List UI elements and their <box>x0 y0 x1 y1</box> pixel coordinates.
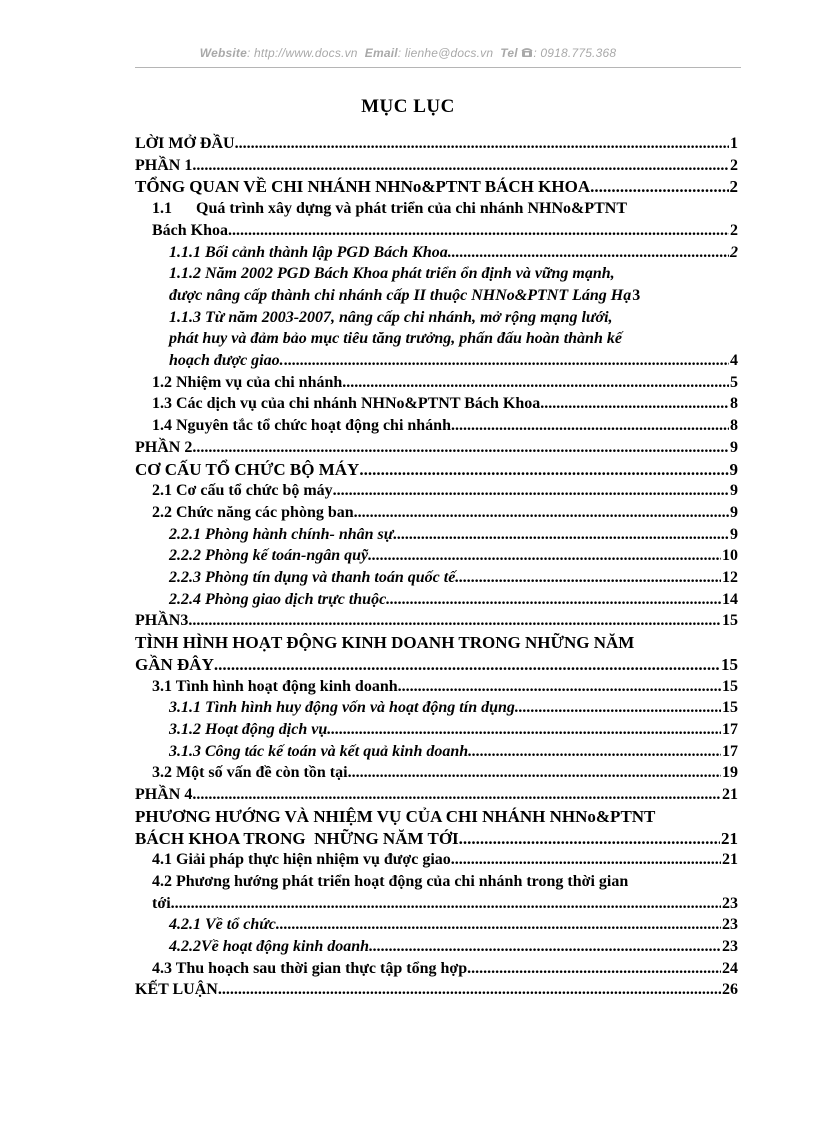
toc-entry-1-3[interactable]: 1.3 Các dịch vụ của chi nhánh NHNo&PTNT Bách Khoa ..... 8 <box>135 393 738 415</box>
website-value: : http://www.docs.vn <box>246 46 358 60</box>
toc-entry-2-2-3[interactable]: 2.2.3 Phòng tín dụng và thanh toán quốc tế ..... 12 <box>135 567 738 589</box>
page-title: MỤC LỤC <box>361 96 455 117</box>
toc-entry-phan-1[interactable]: PHẦN 1 ..... 2 <box>135 155 738 177</box>
toc-entry-tinh-hinh[interactable]: GẦN ĐÂY ..... 15 <box>135 654 738 676</box>
toc-entry-1-1-3-line1: 1.1.3 Từ năm 2003-2007, nâng cấp chi nhánh, mở rộng mạng lưới, <box>169 308 613 326</box>
phone-icon <box>521 48 533 58</box>
toc-entry-1-1-2[interactable]: được nâng cấp thành chi nhánh cấp II thuộc NHNo&PTNT Láng Hạ 3 <box>169 286 641 304</box>
table-of-contents <box>135 133 738 1001</box>
toc-entry-1-1-3-line2: phát huy và đảm bảo mục tiêu tăng trưởng, phấn đấu hoàn thành kế <box>169 330 622 348</box>
toc-entry-1-4[interactable]: 1.4 Nguyên tắc tổ chức hoạt động chi nhánh ..... 8 <box>135 415 738 437</box>
toc-entry-1-1-1[interactable]: 1.1.1 Bối cảnh thành lập PGD Bách Khoa ..... 2 <box>135 242 738 264</box>
page-header <box>0 46 816 60</box>
toc-entry-2-2-2[interactable]: 2.2.2 Phòng kế toán-ngân quỹ ..... 10 <box>135 545 738 567</box>
toc-entry-phan-3[interactable]: PHẦN3 ..... 15 <box>135 610 738 632</box>
toc-entry-2-1[interactable]: 2.1 Cơ cấu tổ chức bộ máy ..... 9 <box>135 480 738 502</box>
toc-entry-3-1-2[interactable]: 3.1.2 Hoạt động dịch vụ ..... 17 <box>135 719 738 741</box>
toc-entry-3-1-3[interactable]: 3.1.3 Công tác kế toán và kết quả kinh doanh ..... 17 <box>135 741 738 763</box>
toc-entry-1-1[interactable]: Bách Khoa ..... 2 <box>135 220 738 242</box>
toc-entry-phan-2[interactable]: PHẦN 2 ..... 9 <box>135 437 738 459</box>
email-value: : lienhe@docs.vn <box>397 46 494 60</box>
toc-entry-2-2-1[interactable]: 2.2.1 Phòng hành chính- nhân sự ..... 9 <box>135 524 738 546</box>
toc-entry-tinh-hinh-line1: TÌNH HÌNH HOẠT ĐỘNG KINH DOANH TRONG NHỮNG NĂM <box>135 633 635 653</box>
toc-entry-4-2[interactable]: tới ..... 23 <box>135 893 738 915</box>
toc-entry-phuong-huong[interactable]: BÁCH KHOA TRONG NHỮNG NĂM TỚI ..... 21 <box>135 828 738 850</box>
toc-entry-1-2[interactable]: 1.2 Nhiệm vụ của chi nhánh ..... 5 <box>135 372 738 394</box>
toc-entry-2-2[interactable]: 2.2 Chức năng các phòng ban ..... 9 <box>135 502 738 524</box>
toc-entry-3-1[interactable]: 3.1 Tình hình hoạt động kinh doanh ..... 15 <box>135 676 738 698</box>
toc-entry-co-cau[interactable]: CƠ CẤU TỔ CHỨC BỘ MÁY ..... 9 <box>135 459 738 481</box>
toc-entry-1-1-line1: 1.1 Quá trình xây dựng và phát triển của chi nhánh NHNo&PTNT <box>152 200 628 218</box>
toc-entry-loi-mo-dau[interactable]: LỜI MỞ ĐẦU ..... 1 <box>135 133 738 155</box>
header-divider <box>135 67 741 68</box>
website-label: Website <box>199 46 247 60</box>
toc-entry-phuong-huong-line1: PHƯƠNG HƯỚNG VÀ NHIỆM VỤ CỦA CHI NHÁNH NHNo&PTNT <box>135 806 656 826</box>
toc-entry-1-1-2-line1: 1.1.2 Năm 2002 PGD Bách Khoa phát triển ổn định và vững mạnh, <box>169 265 615 283</box>
toc-entry-3-2[interactable]: 3.2 Một số vấn đề còn tồn tại ..... 19 <box>135 762 738 784</box>
toc-entry-4-2-2[interactable]: 4.2.2Về hoạt động kinh doanh ..... 23 <box>135 936 738 958</box>
toc-entry-2-2-4[interactable]: 2.2.4 Phòng giao dịch trực thuộc ..... 14 <box>135 589 738 611</box>
toc-entry-phan-4[interactable]: PHẦN 4 ..... 21 <box>135 784 738 806</box>
toc-entry-tong-quan[interactable]: TỔNG QUAN VỀ CHI NHÁNH NHNo&PTNT BÁCH KHOA ..... 2 <box>135 176 738 198</box>
email-label: Email <box>364 46 398 60</box>
toc-entry-4-2-1[interactable]: 4.2.1 Về tổ chức ..... 23 <box>135 914 738 936</box>
toc-entry-3-1-1[interactable]: 3.1.1 Tình hình huy động vốn và hoạt động tín dụng ..... 15 <box>135 697 738 719</box>
toc-entry-4-3[interactable]: 4.3 Thu hoạch sau thời gian thực tập tổng hợp ..... 24 <box>135 958 738 980</box>
tel-value: : 0918.775.368 <box>533 46 617 60</box>
tel-label: Tel <box>500 46 518 60</box>
toc-entry-ket-luan[interactable]: KẾT LUẬN ..... 26 <box>135 979 738 1001</box>
toc-entry-4-1[interactable]: 4.1 Giải pháp thực hiện nhiệm vụ được giao ..... 21 <box>135 849 738 871</box>
toc-entry-1-1-3[interactable]: hoạch được giao. ..... 4 <box>135 350 738 372</box>
toc-entry-4-2-line1: 4.2 Phương hướng phát triển hoạt động của chi nhánh trong thời gian <box>152 872 629 890</box>
